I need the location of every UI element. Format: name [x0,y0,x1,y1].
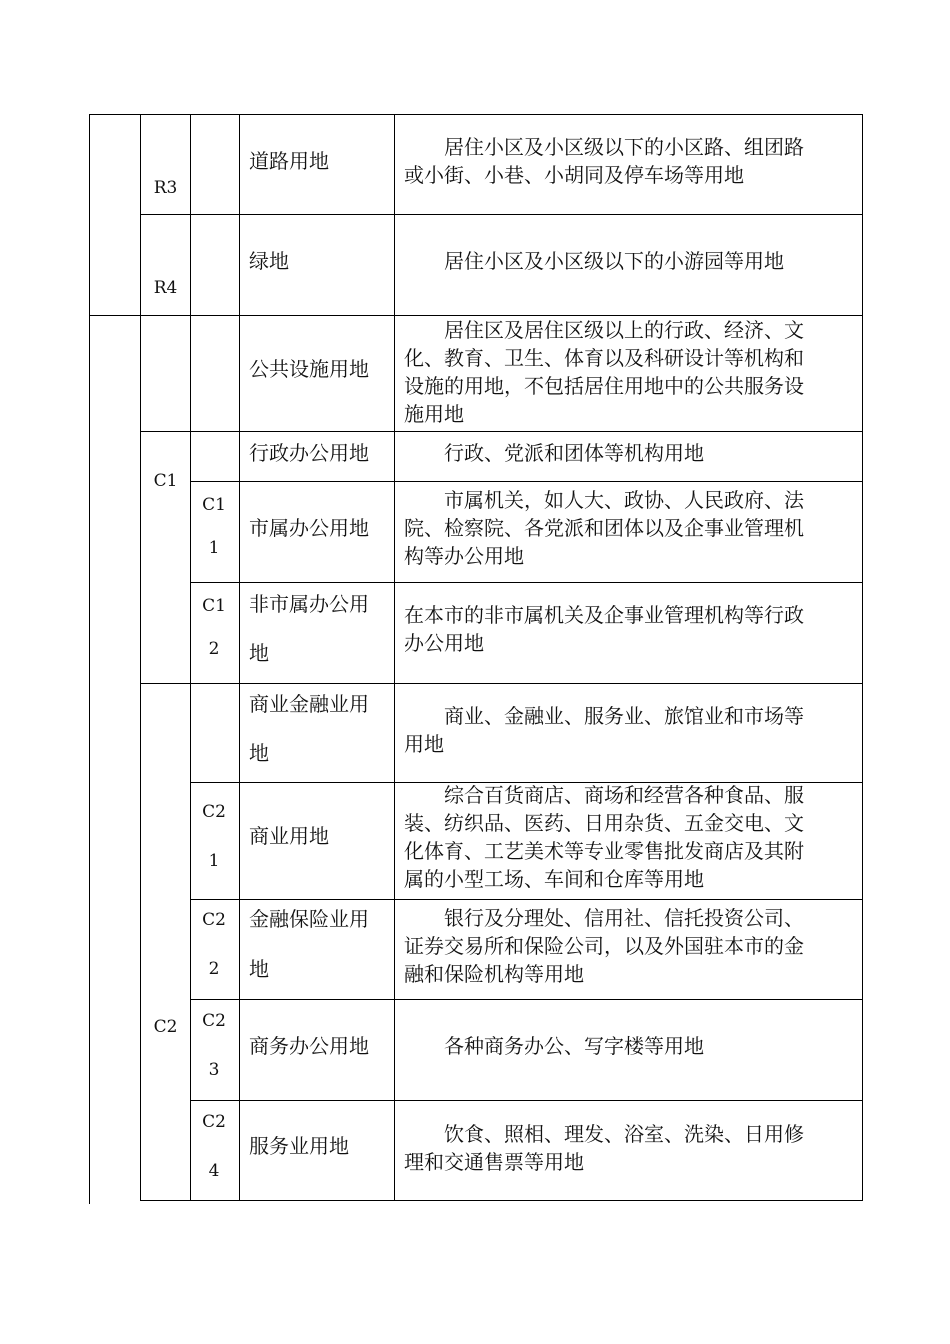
desc-line: 居住小区及小区级以下的小区路、组团路 [404,135,804,159]
table-top-border [89,114,863,115]
code-line: C2 [202,910,226,930]
code-line: 1 [208,538,220,558]
desc-line: 属的小型工场、车间和仓库等用地 [404,867,704,891]
column-divider [239,114,240,1201]
category-code: C1 [153,471,178,491]
category-code: R3 [153,178,178,198]
subcategory-code [190,594,238,662]
name-line: 地 [249,741,269,765]
desc-line: 商业、金融业、服务业、旅馆业和市场等 [404,704,804,728]
name-line: 公共设施用地 [249,357,369,381]
desc-line: 理和交通售票等用地 [404,1150,584,1174]
desc-line: 证券交易所和保险公司，以及外国驻本市的金 [404,934,804,958]
desc-line: 在本市的非市属机关及企事业管理机构等行政 [404,603,804,627]
desc-line: 装、纺织品、医药、日用杂货、五金交电、文 [404,811,804,835]
code-line: C1 [202,495,226,515]
desc-line: 居住区及居住区级以上的行政、经济、文 [404,318,804,342]
desc-line: 行政、党派和团体等机构用地 [404,441,704,465]
category-name [249,905,369,983]
subcategory-code [190,1009,238,1083]
column-divider [394,114,395,1201]
desc-line: 构等办公用地 [404,544,524,568]
code-line: C2 [202,802,226,822]
name-line: 地 [249,641,269,665]
category-description [404,1032,860,1060]
row-divider [190,481,863,482]
desc-line: 各种商务办公、写字楼等用地 [404,1034,704,1058]
desc-line: 施用地 [404,402,464,426]
code-line: C2 [202,1011,226,1031]
category-name [249,147,329,175]
category-name [249,439,369,467]
category-description [404,1120,860,1176]
table-right-border [862,114,863,1201]
desc-line: 化、教育、卫生、体育以及科研设计等机构和 [404,346,804,370]
subcategory-code [190,800,238,874]
category-name [249,690,369,767]
category-description [404,439,860,467]
category-description [404,316,860,428]
desc-line: 综合百货商店、商场和经营各种食品、服 [404,783,804,807]
name-line: 地 [249,957,269,981]
name-line: 市属办公用地 [249,516,369,540]
category-name [249,590,369,667]
desc-line: 院、检察院、各党派和团体以及企事业管理机 [404,516,804,540]
desc-line: 融和保险机构等用地 [404,962,584,986]
row-divider [190,999,863,1000]
name-line: 商业用地 [249,824,329,848]
name-line: 商业金融业用 [249,692,369,716]
desc-line: 银行及分理处、信用社、信托投资公司、 [404,906,804,930]
name-line: 金融保险业用 [249,907,369,931]
name-line: 道路用地 [249,149,329,173]
subcategory-code [190,908,238,982]
code-line: 2 [208,639,220,659]
category-name [249,247,289,275]
code-line: 4 [208,1161,220,1181]
row-divider [140,214,863,215]
row-divider [190,582,863,583]
category-name [249,822,329,850]
code-line: C1 [202,596,226,616]
row-divider [190,899,863,900]
subcategory-code [190,493,238,561]
category-description [404,601,860,657]
category-description [404,781,860,893]
category-description [404,904,860,988]
category-code: C2 [153,1017,178,1037]
name-line: 行政办公用地 [249,441,369,465]
desc-line: 用地 [404,732,444,756]
row-divider [140,431,863,432]
table-left-border [89,114,90,1204]
code-line: C2 [202,1112,226,1132]
name-line: 非市属办公用 [249,592,369,616]
category-description [404,133,860,189]
category-description [404,486,860,570]
desc-line: 饮食、照相、理发、浴室、洗染、日用修 [404,1122,804,1146]
table-bottom-border [140,1200,863,1201]
category-name [249,1032,369,1060]
category-name [249,1132,349,1160]
category-name [249,514,369,542]
code-line: 1 [208,851,220,871]
desc-line: 设施的用地，不包括居住用地中的公共服务设 [404,374,804,398]
row-divider [190,1100,863,1101]
name-line: 商务办公用地 [249,1034,369,1058]
code-line: 2 [208,959,220,979]
desc-line: 或小街、小巷、小胡同及停车场等用地 [404,163,744,187]
subcategory-code [190,1110,238,1184]
desc-line: 市属机关，如人大、政协、人民政府、法 [404,488,804,512]
name-line: 绿地 [249,249,289,273]
category-description [404,702,860,758]
category-name [249,355,369,383]
row-divider [140,683,863,684]
category-code: R4 [153,278,178,298]
category-description [404,247,860,275]
desc-line: 化体育、工艺美术等专业零售批发商店及其附 [404,839,804,863]
desc-line: 居住小区及小区级以下的小游园等用地 [404,249,784,273]
code-line: 3 [208,1060,220,1080]
desc-line: 办公用地 [404,631,484,655]
name-line: 服务业用地 [249,1134,349,1158]
